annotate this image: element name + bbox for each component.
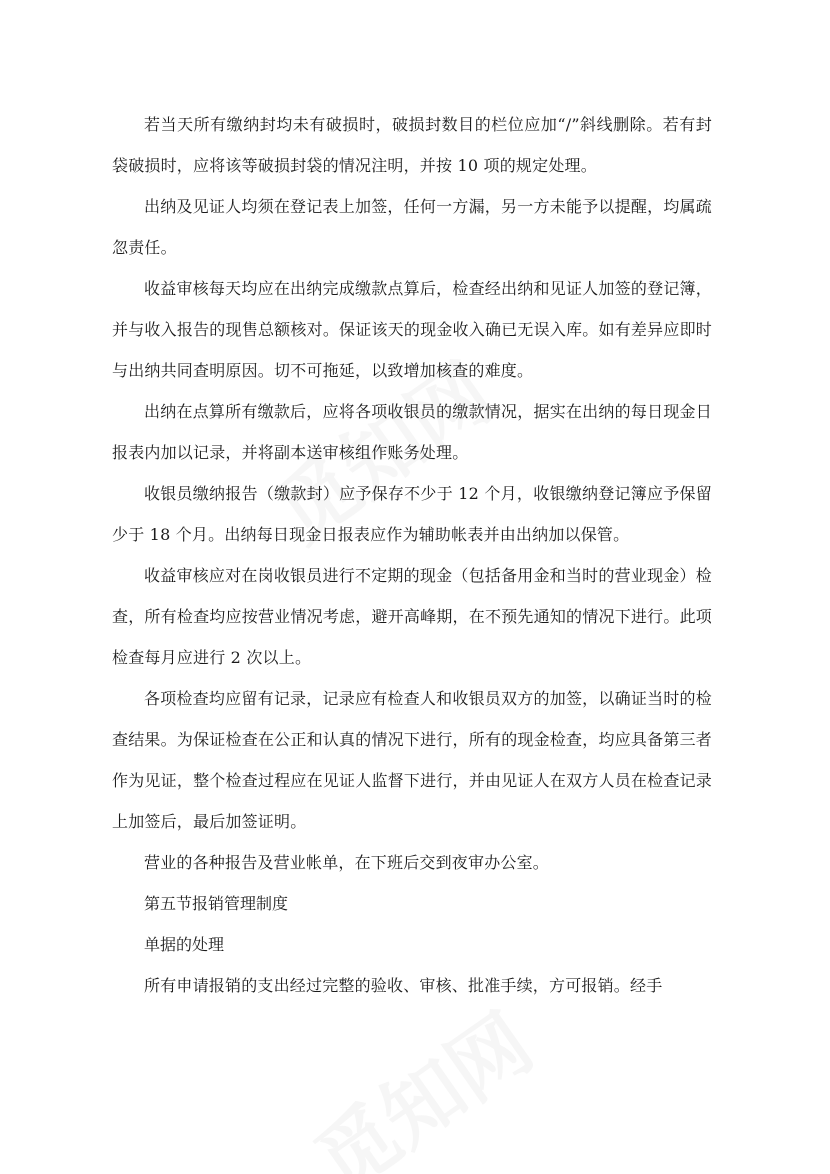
- subsection-title: 单据的处理: [144, 935, 225, 954]
- paragraph-2: 出纳及见证人均须在登记表上加签，任何一方漏，另一方未能予以提醒，均属疏忽责任。: [112, 197, 712, 257]
- paragraph-4: 出纳在点算所有缴款后，应将各项收银员的缴款情况，据实在出纳的每日现金日报表内加以记录，并将副本送审核组作账务处理。: [112, 402, 712, 462]
- watermark: [289, 982, 552, 1174]
- paragraph-7: 各项检查均应留有记录，记录应有检查人和收银员双方的加签，以确证当时的检查结果。为保证检查在公正和认真的情况下进行，所有的现金检查，均应具备第三者作为见证，整个检查过程应在见证人监督下进行，并由见证人在双方人员在检查记录上加签后，最后加签证明。: [112, 689, 712, 831]
- paragraph-8: 营业的各种报告及营业帐单，在下班后交到夜审办公室。: [144, 853, 550, 872]
- paragraph-3: 收益审核每天均应在出纳完成缴款点算后，检查经出纳和见证人加签的登记簿，并与收入报告的现售总额核对。保证该天的现金收入确已无误入库。如有差异应即时与出纳共同查明原因。切不可拖延，以致增加核查的难度。: [112, 279, 712, 380]
- paragraph-1: 若当天所有缴纳封均未有破损时，破损封数目的栏位应加“/”斜线删除。若有封袋破损时，应将该等破损封袋的情况注明，并按 10 项的规定处理。: [112, 115, 712, 175]
- paragraph-6: 收益审核应对在岗收银员进行不定期的现金（包括备用金和当时的营业现金）检查，所有检查均应按营业情况考虑，避开高峰期，在不预先通知的情况下进行。此项检查每月应进行 2 次以上。: [112, 566, 712, 667]
- document-body: [112, 104, 712, 1006]
- section-title: 第五节报销管理制度: [144, 894, 289, 913]
- paragraph-last: 所有申请报销的支出经过完整的验收、审核、批准手续，方可报销。经手: [144, 976, 663, 995]
- paragraph-5: 收银员缴纳报告（缴款封）应予保存不少于 12 个月，收银缴纳登记簿应予保留少于 18 个月。出纳每日现金日报表应作为辅助帐表并由出纳加以保管。: [112, 484, 712, 544]
